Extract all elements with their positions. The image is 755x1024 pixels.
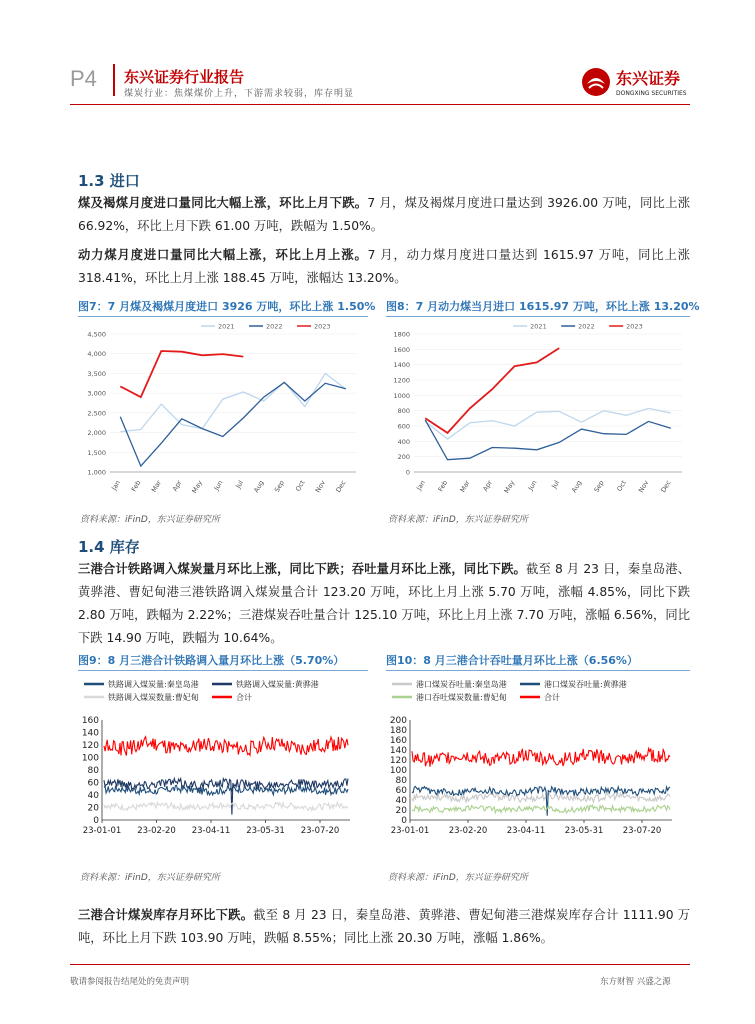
y-tick-label: 0 — [401, 816, 407, 826]
x-tick-label: Feb — [129, 479, 143, 493]
logo-subtext: DONGXING SECURITIES — [616, 90, 687, 97]
x-tick-label: Jul — [234, 479, 245, 490]
inventory-paragraph-1 — [78, 558, 690, 650]
x-tick-label: Jun — [526, 479, 539, 492]
y-tick-label: 80 — [395, 776, 407, 786]
fig9-source: 资料来源：iFinD，东兴证券研究所 — [80, 873, 220, 883]
y-tick-label: 1400 — [393, 361, 410, 370]
x-tick-label: Oct — [293, 479, 307, 493]
y-tick-label: 80 — [87, 766, 99, 776]
inventory-p1-lead: 三港合计铁路调入煤炭量月环比上涨，同比下跌；吞吐量月环比上涨，同比下跌。 — [78, 562, 526, 576]
y-tick-label: 100 — [389, 766, 407, 776]
footer-rule — [70, 964, 690, 965]
footer-disclaimer: 敬请参阅报告结尾处的免责声明 — [70, 977, 190, 987]
series-line-港口吞吐煤炭数量:曹妃甸 — [412, 805, 670, 813]
legend-label: 2022 — [266, 322, 283, 331]
x-tick-label: Feb — [436, 479, 450, 493]
y-tick-label: 120 — [389, 756, 407, 766]
logo-emblem-icon — [582, 68, 610, 96]
import-p2-lead: 动力煤月度进口量同比大幅上涨，环比上月上涨。 — [78, 248, 368, 262]
section-title-inventory: 1.4 库存 — [78, 538, 140, 556]
x-tick-label: Sep — [272, 479, 286, 494]
x-tick-label: Dec — [334, 479, 348, 494]
y-tick-label: 2,000 — [87, 429, 106, 438]
y-tick-label: 2,500 — [87, 409, 106, 418]
y-tick-label: 1800 — [393, 330, 410, 339]
header-rule — [70, 104, 690, 105]
y-tick-label: 400 — [397, 437, 410, 446]
y-tick-label: 40 — [395, 796, 407, 806]
y-tick-label: 160 — [389, 736, 407, 746]
legend-label: 铁路调入煤炭量:黄骅港 — [236, 680, 319, 689]
x-tick-label: 23-05-31 — [564, 826, 604, 836]
import-p1-lead: 煤及褐煤月度进口量同比大幅上涨，环比上月下跌。 — [78, 196, 368, 210]
legend-label: 2022 — [578, 322, 595, 331]
header-divider — [113, 64, 115, 96]
report-subtitle: 煤炭行业：焦煤煤价上升，下游需求较弱，库存明显 — [124, 89, 355, 99]
y-tick-label: 120 — [81, 741, 99, 751]
legend-label: 2023 — [314, 322, 331, 331]
x-tick-label: Nov — [636, 479, 651, 494]
fig7-source: 资料来源：iFinD，东兴证券研究所 — [80, 515, 220, 525]
y-tick-label: 200 — [389, 716, 407, 726]
legend-label: 港口吞吐煤炭数量:曹妃甸 — [416, 693, 507, 702]
fig10-caption: 图10：8 月三港合计吞吐量月环比上涨（6.56%） — [386, 654, 638, 667]
y-tick-label: 1200 — [393, 376, 410, 385]
fig10-source: 资料来源：iFinD，东兴证券研究所 — [388, 873, 528, 883]
x-tick-label: 23-02-20 — [448, 826, 488, 836]
fig8-caption: 图8：7 月动力煤当月进口 1615.97 万吨，环比上涨 13.20% — [386, 300, 700, 313]
company-logo — [580, 64, 700, 100]
y-tick-label: 0 — [93, 816, 99, 826]
x-tick-label: 23-04-11 — [506, 826, 546, 836]
x-tick-label: 23-05-31 — [246, 826, 285, 836]
x-tick-label: May — [190, 479, 204, 495]
fig10-rule — [386, 670, 690, 671]
x-tick-label: Sep — [592, 479, 606, 494]
y-tick-label: 3,000 — [87, 389, 106, 398]
fig9-rule — [78, 670, 368, 671]
y-tick-label: 140 — [81, 728, 99, 739]
y-tick-label: 4,000 — [87, 350, 106, 359]
series-line-2021 — [425, 408, 671, 439]
series-line-铁路调入煤炭数量:曹妃甸 — [104, 802, 348, 810]
x-tick-label: 23-07-20 — [622, 826, 662, 836]
y-tick-label: 0 — [405, 468, 410, 477]
x-tick-label: 23-04-11 — [191, 826, 231, 836]
logo-text: 东兴证券 — [616, 69, 681, 88]
x-tick-label: Jan — [110, 479, 122, 492]
y-tick-label: 200 — [397, 453, 410, 462]
x-tick-label: Jun — [212, 479, 225, 492]
import-paragraph-2 — [78, 244, 690, 290]
fig7-caption: 图7：7 月煤及褐煤月度进口 3926 万吨，环比上涨 1.50% — [78, 300, 376, 313]
x-tick-label: Mar — [458, 479, 472, 494]
x-tick-label: 23-02-20 — [137, 826, 176, 836]
y-tick-label: 100 — [81, 753, 99, 764]
fig7-chart — [78, 320, 368, 504]
x-tick-label: Mar — [149, 479, 163, 494]
fig9-caption: 图9：8 月三港合计铁路调入量月环比上涨（5.70%） — [78, 654, 345, 667]
y-tick-label: 140 — [389, 746, 407, 756]
fig10-chart — [386, 674, 690, 848]
footer-slogan: 东方财智 兴盛之源 — [600, 977, 671, 987]
x-tick-label: 23-01-01 — [390, 826, 430, 836]
x-tick-label: Apr — [481, 479, 494, 493]
legend-label: 合计 — [236, 693, 252, 702]
y-tick-label: 1000 — [393, 391, 410, 400]
y-tick-label: 40 — [87, 791, 99, 801]
y-tick-label: 20 — [87, 803, 99, 814]
y-tick-label: 20 — [395, 806, 407, 816]
page-number: P4 — [70, 66, 97, 91]
fig8-rule — [386, 316, 690, 317]
y-tick-label: 60 — [395, 786, 407, 796]
legend-label: 2023 — [626, 322, 643, 331]
legend-label: 铁路调入煤炭量:秦皇岛港 — [108, 680, 199, 689]
inventory-p2-body: 截至 8 月 23 日，秦皇岛港、黄骅港、曹妃甸港三港煤炭库存合计 1111.90 万吨，环比上月下跌 103.90 万吨，跌幅 8.55%；同比上涨 20.30 万吨，涨幅 1.86%。 — [78, 908, 690, 945]
inventory-p1-body: 截至 8 月 23 日，秦皇岛港、黄骅港、曹妃甸港三港铁路调入煤炭量合计 123.20 万吨，环比上月上涨 5.70 万吨，涨幅 4.85%，同比下跌 2.80 万吨，跌幅为 2.22%；三港煤炭吞吐量合计 125.10 万吨，环比上月上涨 7.70 万吨，涨幅 6.56%，同比下跌 14.90 万吨，跌幅为 10.64%。 — [78, 562, 690, 645]
legend-label: 合计 — [544, 693, 560, 702]
x-tick-label: May — [502, 479, 517, 495]
y-tick-label: 1,500 — [87, 448, 106, 457]
series-line-合计 — [412, 749, 670, 767]
fig8-chart — [386, 320, 690, 504]
y-tick-label: 3,500 — [87, 369, 106, 378]
legend-label: 港口煤炭吞吐量:黄骅港 — [544, 680, 627, 689]
legend-label: 2021 — [218, 322, 235, 331]
import-p2-body: 7 月，动力煤月度进口量达到 1615.97 万吨，同比上涨 318.41%，环比上月上涨 188.45 万吨，涨幅达 13.20%。 — [78, 248, 690, 285]
series-line-2023 — [120, 351, 243, 397]
import-paragraph-1 — [78, 192, 690, 238]
legend-label: 铁路调入煤炭数量:曹妃甸 — [108, 693, 199, 702]
y-tick-label: 1,000 — [87, 468, 106, 477]
fig9-chart — [78, 674, 368, 848]
x-tick-label: 23-01-01 — [82, 826, 122, 836]
y-tick-label: 1600 — [393, 345, 410, 354]
inventory-p2-lead: 三港合计煤炭库存月环比下跌。 — [78, 908, 254, 922]
x-tick-label: Jan — [414, 479, 427, 492]
import-p1-body: 7 月，煤及褐煤月度进口量达到 3926.00 万吨，同比上涨 66.92%，环比上月下跌 61.00 万吨，跌幅为 1.50%。 — [78, 196, 690, 233]
y-tick-label: 180 — [389, 726, 407, 736]
series-line-2021 — [120, 373, 345, 431]
y-tick-label: 4,500 — [87, 330, 106, 339]
y-tick-label: 160 — [81, 716, 99, 726]
y-tick-label: 600 — [397, 422, 410, 431]
x-tick-label: Jul — [550, 479, 561, 490]
x-tick-label: Nov — [313, 479, 327, 494]
report-title: 东兴证券行业报告 — [124, 68, 245, 86]
section-title-import: 1.3 进口 — [78, 172, 140, 190]
inventory-paragraph-2 — [78, 904, 690, 950]
legend-label: 2021 — [530, 322, 547, 331]
fig8-source: 资料来源：iFinD，东兴证券研究所 — [388, 515, 528, 525]
legend-label: 港口煤炭吞吐量:秦皇岛港 — [416, 680, 507, 689]
y-tick-label: 800 — [397, 407, 410, 416]
x-tick-label: Aug — [252, 479, 266, 495]
x-tick-label: Oct — [615, 479, 628, 493]
series-line-合计 — [104, 737, 348, 756]
x-tick-label: Dec — [659, 479, 673, 494]
fig7-rule — [78, 316, 368, 317]
y-tick-label: 60 — [87, 778, 99, 789]
x-tick-label: 23-07-20 — [300, 826, 340, 836]
x-tick-label: Apr — [170, 479, 184, 493]
x-tick-label: Aug — [569, 479, 584, 495]
